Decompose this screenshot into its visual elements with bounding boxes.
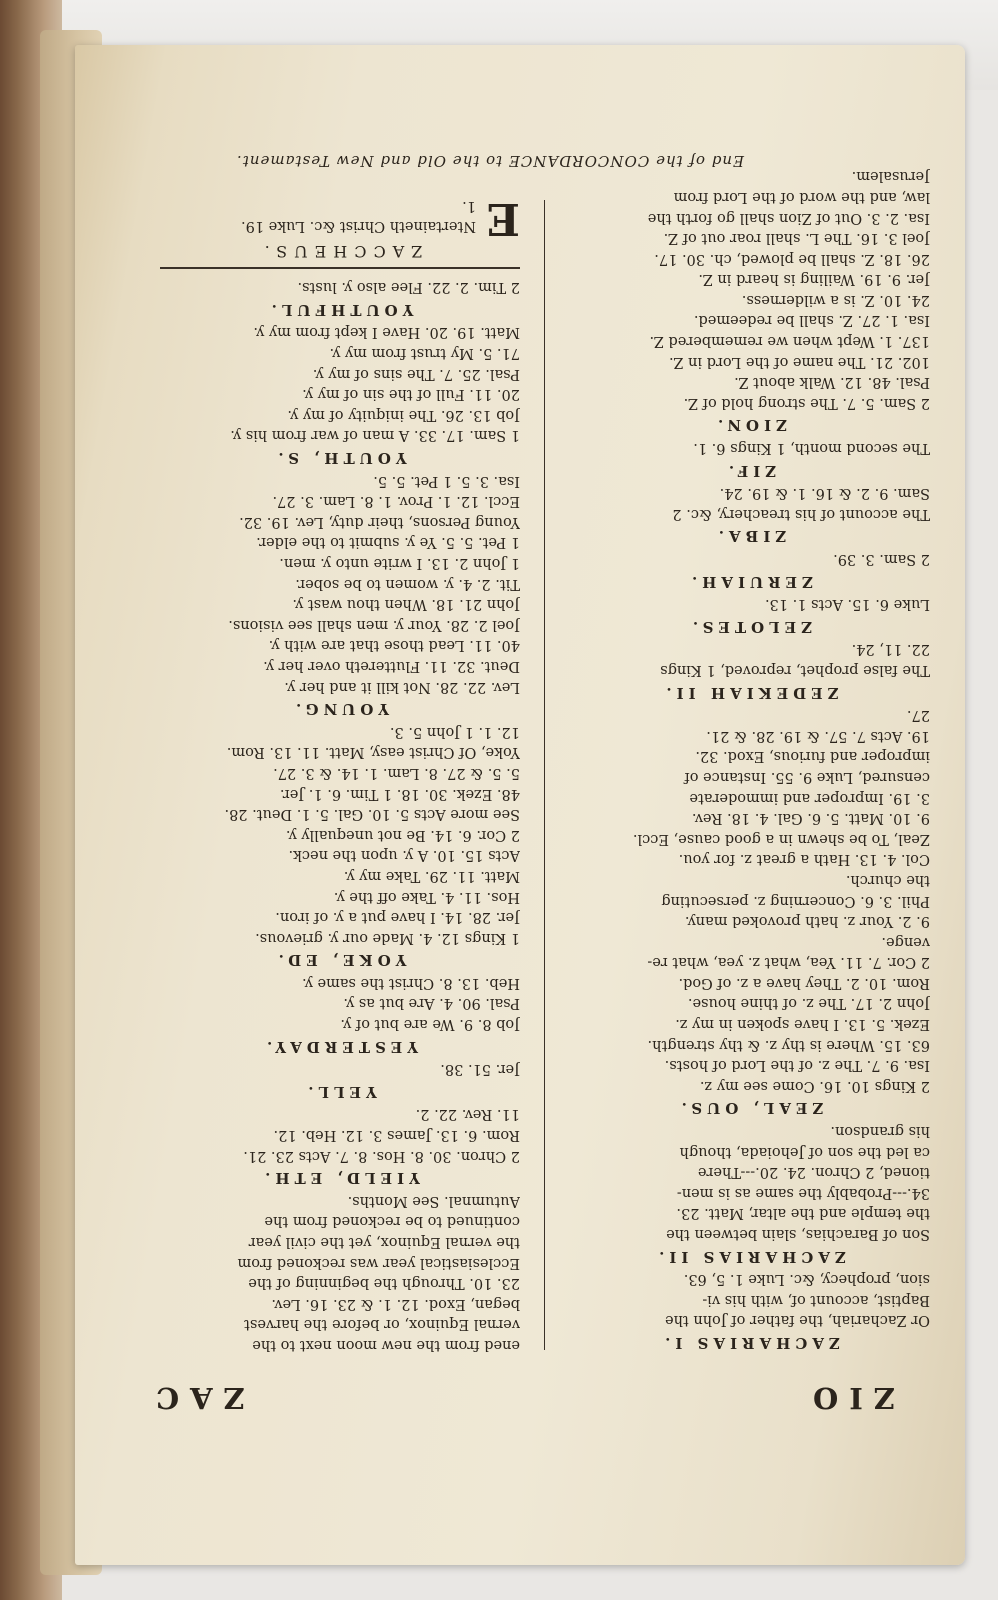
entry-heading: ZEDEKIAH II. — [661, 683, 839, 702]
entry-line: the vernal Equinox, yet the civil year — [248, 1234, 520, 1251]
entry-line: Psal. 48. 12. Walk about Z. — [734, 374, 930, 391]
entry-line: began, Exod. 12. 1. & 23. 16. Lev. — [271, 1295, 520, 1312]
entry-line: 2 Sam. 5. 7. The strong hold of Z. — [683, 394, 930, 411]
entry-heading: YOUTHFUL. — [266, 300, 414, 319]
entry-line: Hos. 11. 4. Take off the y. — [333, 888, 520, 905]
entry-line: Col. 4. 13. Hath a great z. for you. — [678, 851, 930, 868]
entry-line: Baptist, account of, with his vi- — [702, 1291, 930, 1308]
zaccheus-line-2: 1. — [462, 197, 476, 214]
page-text-upside-down — [75, 45, 965, 1565]
entry-heading: ZERUIAH. — [687, 572, 813, 591]
entry-line: 1 John 2. 13. I write unto y. men. — [279, 555, 520, 572]
entry-line: 2 Kings 10. 16. Come see my z. — [699, 1077, 930, 1094]
entry-line: John 21. 18. When thou wast y. — [292, 596, 520, 613]
entry-line: sion, prophecy, &c. Luke 1. 5, 63. — [683, 1271, 930, 1288]
right-column-entries — [160, 277, 520, 1355]
entry-line: 40. 11. Lead those that are with y. — [268, 637, 520, 654]
entry-line: John 2. 17. The z. of thine house. — [687, 995, 930, 1012]
entry-line: Psal. 90. 4. Are but as y. — [343, 995, 520, 1012]
entry-line: Rom. 6. 13. James 3. 12. Heb. 12. — [273, 1127, 520, 1144]
entry-line: Young Persons, their duty, Lev. 19. 32. — [239, 513, 520, 530]
entry-line: 27. — [906, 707, 930, 724]
entry-line: 20. 11. Full of the sin of my y. — [302, 386, 520, 403]
entry-line: 2 Tim. 2. 22. Flee also y. lusts. — [297, 279, 520, 296]
entry-line: Sam. 9. 2. & 16. 1. & 19. 24. — [719, 485, 930, 502]
zaccheus-heading: ZACCHEUS. — [257, 241, 423, 261]
section-rule — [160, 267, 520, 269]
entry-line: Jer. 28. 14. I have put a y. of iron. — [275, 909, 520, 926]
zaccheus-line-1: Ntertaineth Christ &c. Luke 19. — [241, 218, 476, 235]
entry-line: Joel 2. 28. Your y. men shall see visions. — [228, 616, 520, 633]
entry-line: Tit. 2. 4. y. women to be sober. — [295, 575, 520, 592]
entry-line: 63. 15. Where is thy z. & thy strength. — [647, 1036, 930, 1053]
column-divider — [544, 200, 545, 1350]
entry-line: 5. 5. & 27. 8. Lam. 1. 14. & 3. 27. — [273, 764, 520, 781]
end-of-concordance-note: End of the CONCORDANCE to the Old and New Testament. — [236, 152, 744, 170]
entry-line: Job 8. 9. We are but of y. — [340, 1016, 520, 1033]
entry-heading: ZION. — [713, 416, 788, 435]
running-head-left: ZIO — [802, 1381, 895, 1415]
entry-line: ca led the son of Jehoiada, though — [679, 1143, 930, 1160]
entry-line: 11. Rev. 22. 2. — [415, 1106, 520, 1123]
entry-line: 12. 1. 1 John 5. 3. — [389, 723, 520, 740]
entry-line: vernal Equinox, or before the harvest — [244, 1316, 520, 1333]
entry-line: The false prophet, reproved, 1 Kings — [660, 662, 930, 678]
entry-line: Autumnal. See Months. — [347, 1192, 520, 1209]
entry-line: 1 Sam. 17. 33. A man of war from his y. — [230, 427, 520, 444]
entry-line: 24. 10. Z. is a wilderness. — [741, 291, 930, 308]
entry-line: Deut. 32. 11. Fluttereth over her y. — [263, 658, 520, 674]
entry-line: Isa. 9. 7. The z. of the Lord of hosts. — [664, 1057, 930, 1074]
entry-line: 137. 1. Wept when we remembered Z. — [649, 333, 930, 350]
entry-line: the temple and the altar, Matt. 23. — [676, 1205, 930, 1222]
entry-line: Isa. 3. 5. 1 Pet. 5. 5. — [373, 472, 520, 489]
entry-line: 9. 2. Your z. hath provoked many. — [684, 913, 930, 930]
entry-line: 3. 19. Improper and immoderate — [689, 789, 930, 806]
entry-line: The second month, 1 Kings 6. 1. — [693, 440, 930, 457]
entry-line: 34.---Probably the same as is men- — [676, 1184, 930, 1201]
entry-line: Ezek. 5. 13. I have spoken in my z. — [675, 1016, 930, 1033]
entry-line: Zeal, To be shewn in a good cause, Eccl. — [632, 830, 930, 847]
entry-line: Acts 15. 10. A y. upon the neck. — [288, 847, 520, 864]
entry-line: Isa. 2. 3. Out of Zion shall go forth the — [647, 209, 930, 226]
entry-line: Matt. 19. 20. Have I kept from my y. — [253, 324, 520, 341]
entry-line: Or Zachariah, the father of John the — [665, 1312, 930, 1329]
entry-heading: YELL. — [303, 1082, 377, 1101]
entry-line: ened from the new moon next to the — [252, 1337, 520, 1353]
entry-line: Joel 3. 16. The L. shall roar out of Z. — [663, 230, 930, 247]
entry-line: 9. 10. Matt. 5. 6. Gal. 4. 18. Rev. — [691, 810, 930, 827]
entry-line: continued to be reckoned from the — [264, 1213, 520, 1230]
entry-line: The account of his treachery, &c. 2 — [672, 505, 930, 522]
entry-line: the church. — [845, 871, 930, 888]
entry-line: Job 13. 26. The iniquity of my y. — [287, 406, 520, 423]
entry-heading: YOUTH, S. — [273, 449, 407, 468]
entry-line: his grandson. — [830, 1123, 930, 1140]
entry-line: law, and the word of the Lord from — [673, 188, 930, 205]
zaccheus-entry — [160, 193, 520, 245]
entry-heading: ZACHARIAS II. — [654, 1247, 846, 1266]
entry-line: Jerusalem. — [851, 168, 930, 185]
entry-line: tioned, 2 Chron. 24. 20.---There — [697, 1164, 930, 1181]
entry-line: 19. Acts 7. 57. & 19. 28. & 21. — [706, 727, 930, 744]
entry-line: 23. 10. Through the beginning of the — [248, 1275, 520, 1292]
entry-line: Ecclesiastical year was reckoned from — [237, 1254, 520, 1271]
entry-line: Yoke, Of Christ easy, Matt. 11. 13. Rom. — [226, 744, 520, 761]
entry-line: venge. — [881, 933, 930, 950]
entry-line: 2 Cor. 6. 14. Be not unequally y. — [285, 826, 520, 843]
entry-heading: YOKE, ED. — [273, 951, 407, 970]
entry-line: Phil. 3. 6. Concerning z. persecuting — [661, 892, 930, 909]
entry-line: Jer. 51. 38. — [440, 1061, 520, 1078]
entry-line: improper and furious, Exod. 32. — [695, 748, 930, 765]
entry-heading: ZIBA. — [713, 527, 787, 546]
entry-line: Eccl. 12. 1. Prov. 1. 8. Lam. 3. 27. — [272, 493, 520, 510]
entry-line: 2 Sam. 3. 39. — [833, 551, 930, 568]
entry-heading: YIELD, ETH. — [260, 1169, 420, 1188]
running-head — [145, 1381, 895, 1415]
entry-line: 102. 21. The name of the Lord in Z. — [669, 353, 930, 370]
entry-line: 1 Pet. 5. 5. Ye y. submit to the elder. — [256, 534, 520, 551]
entry-line: 71. 5. My trust from my y. — [329, 345, 520, 362]
entry-line: 1 Kings 12. 4. Made our y. grievous. — [255, 929, 520, 946]
entry-line: Lev. 22. 28. Not kill it and her y. — [284, 678, 520, 695]
entry-line: Luke 6. 15. Acts 1. 13. — [764, 596, 930, 613]
left-column — [570, 166, 930, 1355]
entry-heading: ZELOTES. — [687, 617, 813, 636]
entry-heading: YOUNG. — [290, 700, 390, 719]
entry-line: Matt. 11. 29. Take my y. — [343, 867, 520, 884]
entry-line: 48. Ezek. 30. 18. 1 Tim. 6. 1. Jer. — [279, 785, 520, 802]
entry-heading: ZACHARIAS I. — [660, 1334, 840, 1352]
right-column — [160, 195, 520, 1355]
entry-line: 26. 18. Z. shall be plowed, ch. 30. 17. — [654, 250, 930, 267]
running-head-right: ZAC — [145, 1381, 245, 1415]
entry-line: censured, Luke 9. 55. Instance of — [684, 768, 930, 785]
entry-line: Heb. 13. 8. Christ the same y. — [302, 974, 520, 991]
entry-line: 22. 11, 24. — [851, 641, 930, 658]
entry-heading: ZIF. — [723, 461, 777, 480]
entry-line: 2 Cor. 7. 11. Yea, what z. yea, what re- — [647, 954, 930, 971]
entry-line: Psal. 25. 7. The sins of my y. — [312, 365, 520, 382]
entry-heading: YESTERDAY. — [262, 1037, 418, 1056]
entry-line: 2 Chron. 30. 8. Hos. 8. 7. Acts 23. 21. — [243, 1147, 520, 1164]
entry-line: See more Acts 5. 10. Gal. 5. 1. Deut. 28. — [224, 806, 520, 823]
drop-cap: E — [486, 193, 520, 245]
entry-heading: ZEAL, OUS. — [676, 1099, 824, 1118]
entry-line: Isa. 1. 27. Z. shall be redeemed. — [693, 312, 930, 329]
entry-line: Son of Barachias, slain between the — [666, 1226, 930, 1243]
entry-line: Jer. 9. 19. Wailing is heard in Z. — [698, 271, 930, 288]
entry-line: Rom. 10. 2. They have a z. of God. — [678, 974, 930, 991]
